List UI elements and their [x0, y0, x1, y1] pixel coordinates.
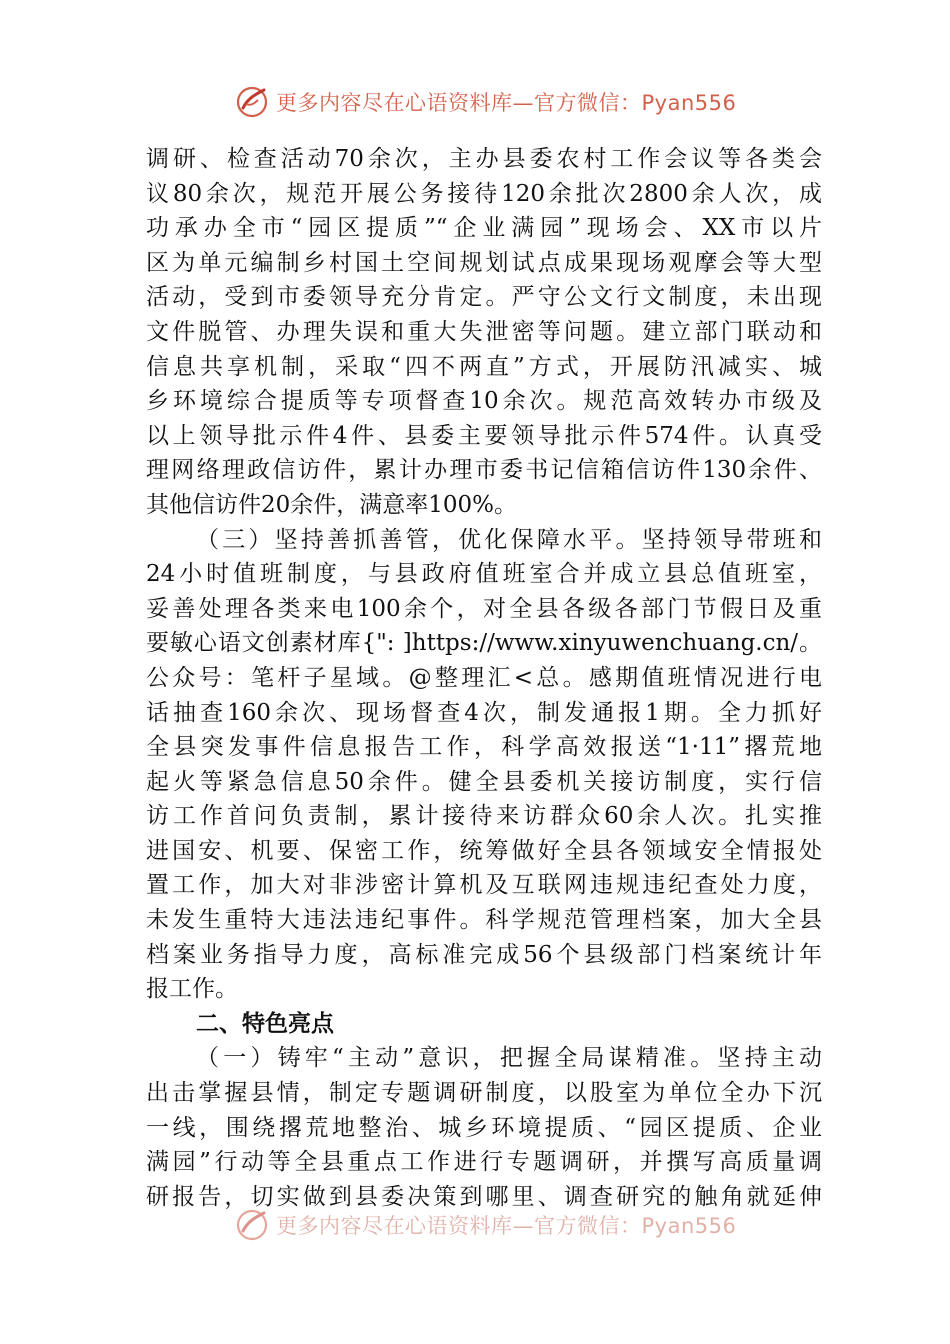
text-line: 要敏心语文创素材库{": ]https://www.xinyuwenchuang.cn/。 — [146, 630, 822, 657]
text-line: 乡环境综合提质等专项督查10余次。规范高效转办市级及 — [146, 388, 822, 415]
section-heading: 二、特色亮点 — [196, 1009, 334, 1037]
text-line: 调研、检查活动70余次，主办县委农村工作会议等各类会 — [146, 146, 822, 172]
text-line: （一）铸牢“主动”意识，把握全局谋精准。坚持主动 — [196, 1045, 822, 1072]
text-line: 话抽查160余次、现场督查4次，制发通报1期。全力抓好 — [146, 699, 822, 726]
text-line: 信息共享机制，采取“四不两直”方式，开展防汛减实、城 — [146, 353, 822, 380]
text-line: 公众号：笔杆子星域。@整理汇<总。感期值班情况进行电 — [146, 664, 822, 691]
text-line: 文件脱管、办理失误和重大失泄密等问题。建立部门联动和 — [146, 318, 822, 345]
text-line: 一线，围绕撂荒地整治、城乡环境提质、“园区提质、企业 — [146, 1114, 822, 1141]
text-line: 访工作首问负责制，累计接待来访群众60余人次。扎实推 — [146, 803, 822, 830]
text-line: 24小时值班制度，与县政府值班室合并成立县总值班室， — [146, 561, 822, 588]
brush-logo-icon — [234, 1207, 270, 1243]
text-line: 未发生重特大违法违纪事件。科学规范管理档案，加大全县 — [146, 907, 822, 934]
text-line: 全县突发事件信息报告工作，科学高效报送“1·11”撂荒地 — [146, 734, 822, 761]
text-line: 出击掌握县情，制定专题调研制度，以股室为单位全办下沉 — [146, 1080, 822, 1107]
text-line: 功承办全市“园区提质”“企业满园”现场会、XX市以片 — [146, 215, 822, 242]
text-line: 满园”行动等全县重点工作进行专题调研，并撰写高质量调 — [146, 1149, 822, 1176]
text-line: 报工作。 — [146, 976, 238, 1003]
text-line: 进国安、机要、保密工作，统筹做好全县各领域安全情报处 — [146, 837, 822, 864]
text-line: 档案业务指导力度，高标准完成56个县级部门档案统计年 — [146, 941, 822, 968]
text-line: 其他信访件20余件，满意率100%。 — [146, 491, 518, 518]
footer-watermark — [234, 1205, 754, 1245]
text-line: 妥善处理各类来电100余个，对全县各级各部门节假日及重 — [146, 595, 822, 622]
text-line: 议80余次，规范开展公务接待120余批次2800余人次，成 — [146, 180, 822, 207]
text-line: 活动，受到市委领导充分肯定。严守公文行文制度，未出现 — [146, 284, 822, 311]
text-line: 理网络理政信访件，累计办理市委书记信箱信访件130余件、 — [146, 457, 822, 484]
header-watermark — [234, 82, 754, 122]
text-line: 区为单元编制乡村国土空间规划试点成果现场观摩会等大型 — [146, 249, 822, 276]
text-line: 置工作，加大对非涉密计算机及互联网违规违纪查处力度， — [146, 872, 822, 899]
text-line: 起火等紧急信息50余件。健全县委机关接访制度，实行信 — [146, 768, 822, 795]
watermark-text: 更多内容尽在心语资料库—官方微信：Pyan556 — [276, 91, 737, 115]
brush-logo-icon — [234, 84, 270, 120]
text-line: 研报告，切实做到县委决策到哪里、调查研究的触角就延伸 — [146, 1183, 822, 1210]
body-text — [146, 142, 822, 1214]
watermark-text: 更多内容尽在心语资料库—官方微信：Pyan556 — [276, 1214, 737, 1238]
text-line: 以上领导批示件4件、县委主要领导批示件574件。认真受 — [146, 422, 822, 449]
text-line: （三）坚持善抓善管，优化保障水平。坚持领导带班和 — [196, 526, 822, 553]
